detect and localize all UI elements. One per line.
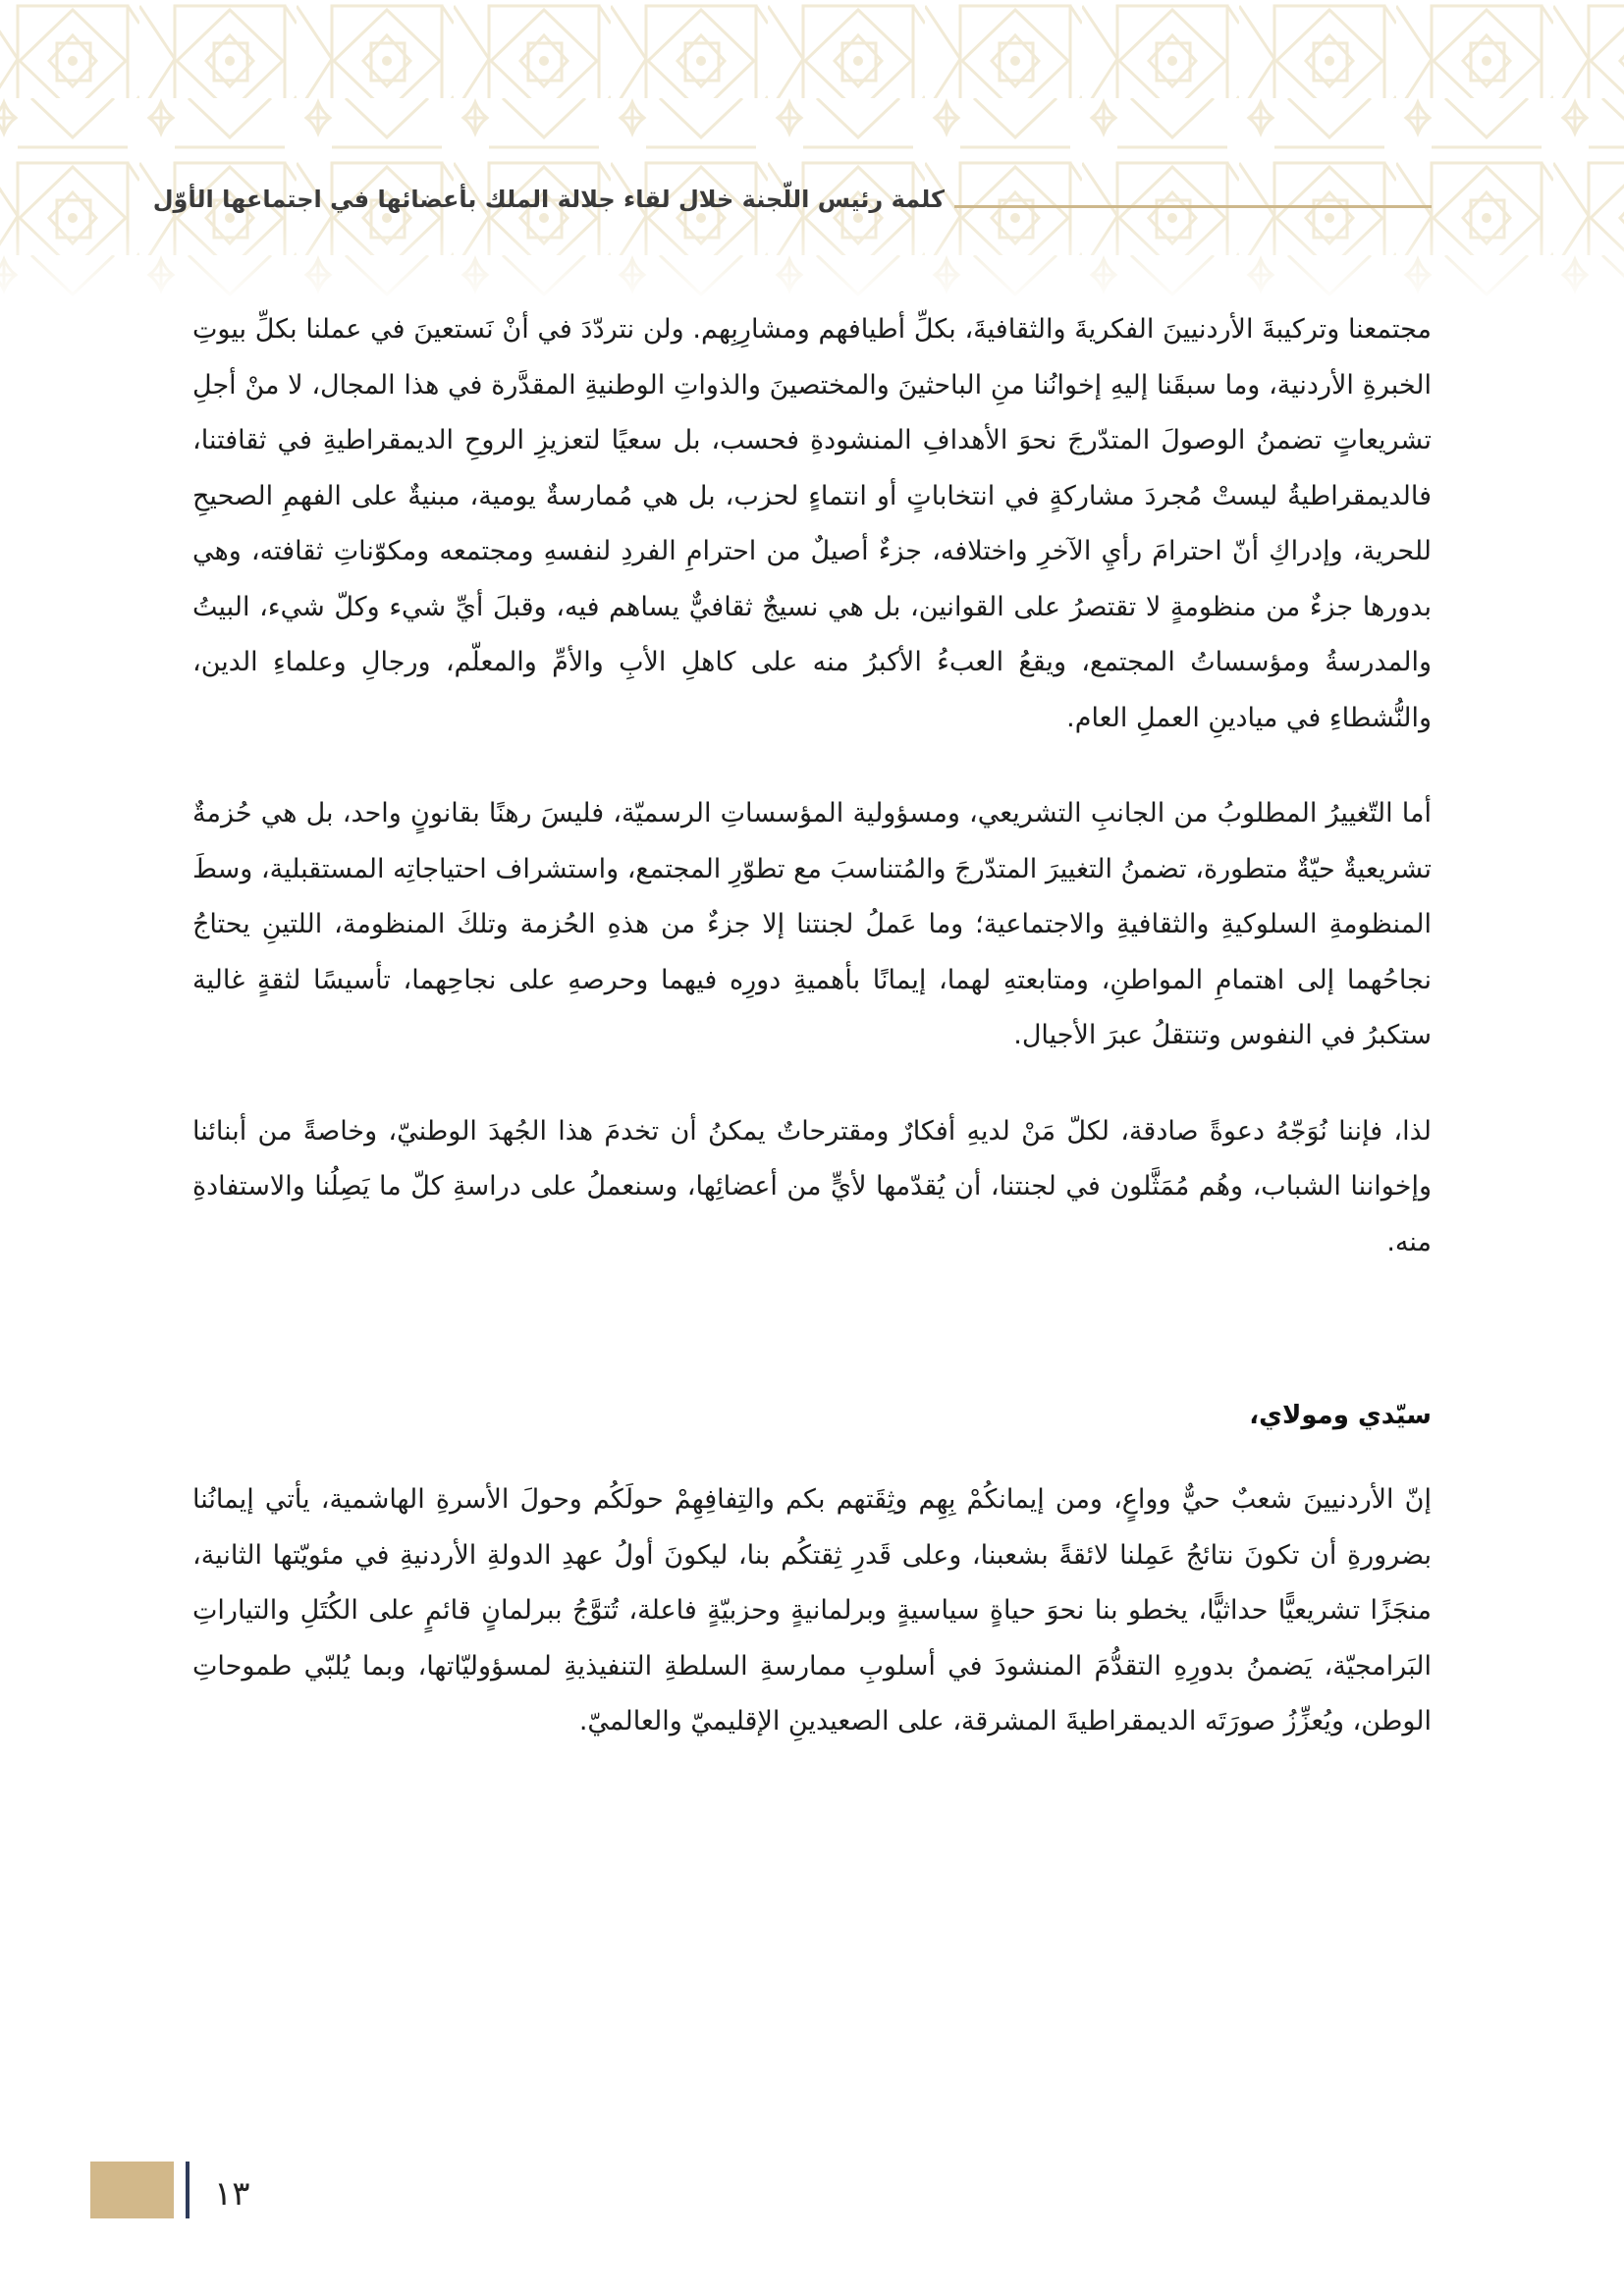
footer-divider (186, 2162, 189, 2218)
page-content (192, 302, 1432, 1750)
body-paragraph-2: أما التّغييرُ المطلوبُ من الجانبِ التشريعي، ومسؤولية المؤسساتِ الرسميّة، فليسَ رهنًا بقانونٍ واحد، بل هي حُزمةٌ تشريعيةٌ حيّةٌ متطورة، تضمنُ التغييرَ المتدّرجَ والمُتناسبَ مع تطوّرِ المجتمع، واستشراف احتياجاتِه المستقبلية، وسطَ المنظومةِ السلوكيةِ والثقافيةِ والاجتماعية؛ وما عَملُ لجنتنا إلا جزءٌ من هذهِ الحُزمة وتلكَ المنظومة، اللتينِ يحتاجُ نجاحُهما إلى اهتمامِ المواطنِ، ومتابعتهِ لهما، إيمانًا بأهميةِ دورِه فيهما وحرصهِ على نجاحِهما، تأسيسًا لثقةٍ غالية ستكبرُ في النفوس وتنتقلُ عبرَ الأجيال. (192, 798, 1432, 1050)
body-paragraph-4: إنّ الأردنيينَ شعبٌ حيٌّ وواعٍ، ومن إيمانكُمْ بِهِم وثِقَتهم بكم والتِفافِهِمْ حولَكُم وحولَ الأسرةِ الهاشمية، يأتي إيمانُنا بضرورةِ أن تكونَ نتائجُ عَمِلنا لائقةً بشعبنا، وعلى قَدرِ ثِقتكُم بنا، ليكونَ أولُ عهدِ الدولةِ الأردنيةِ في مئويّتها الثانية، منجَزًا تشريعيًّا حداثيًّا، يخطو بنا نحوَ حياةٍ سياسيةٍ وبرلمانيةٍ وحزبيّةٍ فاعلة، تُتوَّجُ ببرلمانٍ قائمٍ على الكُتَلِ والتياراتِ البَرامجيّة، يَضمنُ بدورِهِ التقدُّمَ المنشودَ في أسلوبِ ممارسةِ السلطةِ التنفيذيةِ لمسؤوليّاتها، وبما يُلبّي طموحاتِ الوطن، ويُعزِّزُ صورَتَه الديمقراطيةَ المشرقة، على الصعيدينِ الإقليميّ والعالميّ. (192, 1484, 1432, 1736)
running-title: كلمة رئيس اللّجنة خلال لقاء جلالة الملك بأعضائها في اجتماعها الأوّل (152, 186, 945, 213)
header-geometric-pattern (0, 0, 1624, 304)
body-paragraph-3: لذا، فإننا نُوَجّهُ دعوةً صادقة، لكلّ مَنْ لديهِ أفكارٌ ومقترحاتٌ يمكنُ أن تخدمَ هذا الجُهدَ الوطنيّ، وخاصةً من أبنائنا وإخواننا الشباب، وهُم مُمَثَّلون في لجنتنا، أن يُقدّمها لأيٍّ من أعضائِها، وسنعملُ على دراسةِ كلّ ما يَصِلُنا والاستفادةِ منه. (192, 1115, 1432, 1257)
islamic-pattern-icon (0, 0, 1624, 304)
body-paragraph-1: مجتمعنا وتركيبةَ الأردنيينَ الفكريةَ والثقافيةَ، بكلِّ أطيافهم ومشارِبِهم. ولن نتردّدَ في أنْ نَستعينَ في عملنا بكلِّ بيوتِ الخبرةِ الأردنية، وما سبقَنا إليهِ إخوانُنا منِ الباحثينَ والمختصينَ والذواتِ الوطنيةِ المقدَّرة في هذا المجال، لا منْ أجلِ تشريعاتٍ تضمنُ الوصولَ المتدّرجَ نحوَ الأهدافِ المنشودةِ فحسب، بل سعيًا لتعزيزِ الروحِ الديمقراطيةِ في ثقافتنا، فالديمقراطيةُ ليستْ مُجردَ مشاركةٍ في انتخاباتٍ أو انتماءٍ لحزب، بل هي مُمارسةٌ يومية، مبنيةٌ على الفهمِ الصحيحِ للحرية، وإدراكِ أنّ احترامَ رأيِ الآخرِ واختلافه، جزءٌ أصيلٌ من احترامِ الفردِ لنفسهِ ومجتمعه ومكوّناتِ ثقافته، وهي بدورها جزءٌ من منظومةٍ لا تقتصرُ على القوانين، بل هي نسيجٌ ثقافيٌّ يساهم فيه، وقبلَ أيِّ شيء وكلّ شيء، البيتُ والمدرسةُ ومؤسساتُ المجتمع، ويقعُ العبءُ الأكبرُ منه على كاهلِ الأبِ والأمِّ والمعلّم، ورجالِ وعلماءِ الدين، والنُّشطاءِ في ميادينِ العملِ العام. (192, 314, 1432, 733)
page-number: ١٣ (214, 2174, 250, 2214)
header-rule (954, 205, 1432, 208)
salutation-heading: سيّدي ومولاي، (1249, 1401, 1432, 1430)
running-header (152, 177, 1432, 222)
footer-gold-block (90, 2162, 174, 2218)
